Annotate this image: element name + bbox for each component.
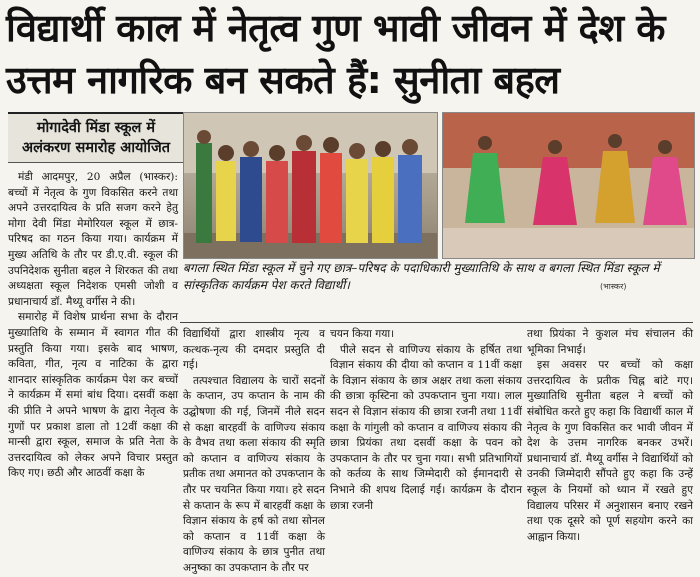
article-paragraph: तत्पश्चात विद्यालय के चारों सदनों के कप्तान, उप कप्तान के नाम की उद्घोषणा की गई, जिनमें नीले सदन से कक्षा बारहवीं के वाणिज्य संकाय के वैभव तथा कला संकाय की स्मृति को कप्तान व वाणिज्य संकाय के प्रतीक तथा अमानत को उपकप्तान के तौर पर चयनित किया गया। हरे सदन से कप्तान के रूप में बारहवीं कक्षा के विज्ञान संकाय के हर्ष को तथा सोनल को कप्तान व 11वीं कक्षा के वाणिज्य संकाय के छात्र पुनीत तथा अनुष्का का उपकप्तान के तौर पर xyxy=(183,374,325,574)
article-paragraph: मंडी आदमपुर, 20 अप्रैल (भास्कर): बच्चों में नेतृत्व के गुण विकसित करने तथा अपने उत्तरदायित्व के प्रति सजग करने हेतु मोगा देवी मिंडा मेमोरियल स्कूल में छात्र-परिषद का गठन किया गया। कार्यक्रम में मुख्य अतिथि के तौर पर डी.ए.वी. स्कूल की उपनिदेशक सुनीता बहल ने शिरकत की तथा अध्यक्षता स्कूल निदेशक एमसी जोशी व प्रधानाचार्य डॉ. मैथ्यू वर्गीस ने की। xyxy=(8,171,178,308)
subheadline: मोगादेवी मिंडा स्कूल में अलंकरण समारोह आयोजित xyxy=(8,112,184,163)
article-paragraph: विद्यार्थियों द्वारा शास्त्रीय नृत्य व कत्थक-नृत्य की दमदार प्रस्तुति दी गई। xyxy=(183,328,325,372)
article-column-1 xyxy=(8,170,178,550)
photo-cultural-dance-illustration xyxy=(443,113,694,258)
article-paragraph: चयन किया गया। xyxy=(330,328,395,340)
article-paragraph: समारोह में विशेष प्रार्थना सभा के दौरान मुख्यातिथि के सम्मान में स्वागत गीत की प्रस्तुति किया गया। इसके बाद भाषण, कविता, गीत, नृत्य व नाटिका के द्वारा शानदार सांस्कृतिक कार्यक्रम पेश कर बच्चों ने कार्यक्रम में समां बांध दिया। दसवीं कक्षा की प्रीति ने अपने भाषण के द्वारा नेतृत्व के गुणों पर प्रकाश डाला तो 12वीं कक्षा की मान्सी द्वारा स्कूल, समाज के प्रति नेता के उत्तरदायित्व को लेकर अपने विचार प्रस्तुत किए गए। छठी और आठवीं कक्षा के xyxy=(8,311,178,480)
article-paragraph: तथा प्रियंका ने कुशल मंच संचालन की भूमिका निभाई। xyxy=(527,328,693,356)
article-paragraph: पीले सदन से वाणिज्य संकाय के हर्षित तथा विज्ञान संकाय की दीया को कप्तान व 11वीं कक्षा के विज्ञान संकाय के छात्र अक्षर तथा कला संकाय की छात्रा कृस्टिना को उपकप्तान चुना गया। लाल सदन से विज्ञान संकाय की छात्रा रजनी तथा 11वीं कक्षा के गांगुली को कप्तान व वाणिज्य संकाय की छात्रा प्रियंका तथा दसवीं कक्षा के पवन को उपकप्तान के तौर पर चुना गया। सभी प्रतिभागियों को कर्तव्य के साथ जिम्मेदारी को ईमानदारी से निभाने की शपथ दिलाई गई। कार्यक्रम के दौरान छात्रा रजनी xyxy=(330,343,522,512)
photo-cultural-dance xyxy=(442,112,695,259)
photo-credit: (भास्कर) xyxy=(600,282,627,291)
photo-student-council xyxy=(183,112,438,259)
article-paragraph: इस अवसर पर बच्चों को कक्षा उत्तरदायित्व के प्रतीक चिह्न बांटे गए। मुख्यातिथि सुनीता बहल ने बच्चों को संबोधित करते हुए कहा कि विद्यार्थी काल में नेतृत्व के गुण विकसित कर भावी जीवन में देश के उत्तम नागरिक बनकर उभरें। प्रधानाचार्य डॉ. मैथ्यू वर्गीस ने विद्यार्थियों को उनकी जिम्मेदारी सौंपते हुए कहा कि उन्हें स्कूल के नियमों को ध्यान में रखते हुए विद्यालय परिसर में अनुशासन बनाए रखने तथा एक दूसरे को पूर्ण सहयोग करने का आह्वान किया। xyxy=(527,359,693,543)
divider xyxy=(180,322,693,323)
article-column-2 xyxy=(183,327,325,574)
photo-student-council-illustration xyxy=(184,113,437,258)
article-column-4 xyxy=(527,327,693,551)
photo-caption: बगला स्थित मिंडा स्कूल में चुने गए छात्र–परिषद के पदाधिकारी मुख्यातिथि के साथ व बगला स्थित मिंडा स्कूल में सांस्कृतिक कार्यक्रम पेश करते विद्यार्थी। xyxy=(183,261,660,292)
article-column-3 xyxy=(330,327,522,551)
headline: विद्यार्थी काल में नेतृत्व गुण भावी जीवन में देश के उत्तम नागरिक बन सकते हैं: सुनीता बहल xyxy=(6,6,665,102)
